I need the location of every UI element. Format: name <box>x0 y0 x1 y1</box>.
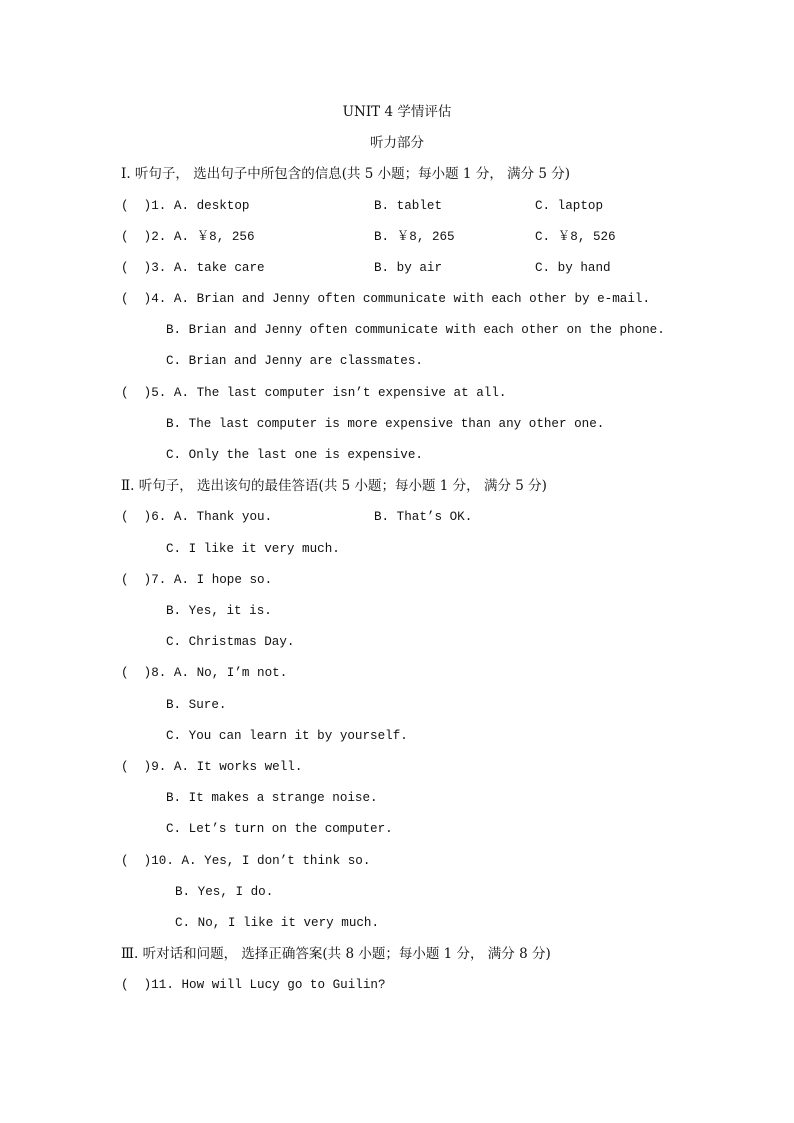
q2-option-c: C. ￥8, 526 <box>535 230 616 244</box>
page-subtitle: 听力部分 <box>370 135 424 151</box>
q6-option-b: B. That’s OK. <box>374 510 473 524</box>
q4-option-a: ( )4. A. Brian and Jenny often communicate with each other by e-mail. <box>121 292 651 306</box>
q3-option-c: C. by hand <box>535 261 611 275</box>
q9-option-a: ( )9. A. It works well. <box>121 760 303 774</box>
q10-option-a: ( )10. A. Yes, I don’t think so. <box>121 854 371 868</box>
q5-option-c: C. Only the last one is expensive. <box>166 448 423 462</box>
q4-option-c: C. Brian and Jenny are classmates. <box>166 354 423 368</box>
q1-option-a: ( )1. A. desktop <box>121 199 250 213</box>
section-2-heading: Ⅱ. 听句子， 选出该句的最佳答语(共 5 小题；每小题 1 分， 满分 5 分) <box>121 478 547 494</box>
q7-option-a: ( )7. A. I hope so. <box>121 573 273 587</box>
q8-option-c: C. You can learn it by yourself. <box>166 729 408 743</box>
q1-option-b: B. tablet <box>374 199 443 213</box>
q6-option-a: ( )6. A. Thank you. <box>121 510 273 524</box>
q6-option-c: C. I like it very much. <box>166 542 340 556</box>
q10-option-b: B. Yes, I do. <box>175 885 274 899</box>
q9-option-c: C. Let’s turn on the computer. <box>166 822 393 836</box>
q5-option-a: ( )5. A. The last computer isn’t expensive at all. <box>121 386 507 400</box>
q1-option-c: C. laptop <box>535 199 604 213</box>
section-1-heading: Ⅰ. 听句子， 选出句子中所包含的信息(共 5 小题；每小题 1 分， 满分 5 分) <box>121 166 571 182</box>
q3-option-b: B. by air <box>374 261 443 275</box>
q2-option-b: B. ￥8, 265 <box>374 230 455 244</box>
q7-option-b: B. Yes, it is. <box>166 604 272 618</box>
q11-question: ( )11. How will Lucy go to Guilin? <box>121 978 386 992</box>
q2-option-a: ( )2. A. ￥8, 256 <box>121 230 255 244</box>
q10-option-c: C. No, I like it very much. <box>175 916 380 930</box>
q9-option-b: B. It makes a strange noise. <box>166 791 378 805</box>
page-title: UNIT 4 学情评估 <box>342 104 452 120</box>
q8-option-a: ( )8. A. No, I’m not. <box>121 666 288 680</box>
q4-option-b: B. Brian and Jenny often communicate with each other on the phone. <box>166 323 665 337</box>
q5-option-b: B. The last computer is more expensive than any other one. <box>166 417 605 431</box>
q3-option-a: ( )3. A. take care <box>121 261 265 275</box>
section-3-heading: Ⅲ. 听对话和问题， 选择正确答案(共 8 小题；每小题 1 分， 满分 8 分) <box>121 946 551 962</box>
q8-option-b: B. Sure. <box>166 698 227 712</box>
q7-option-c: C. Christmas Day. <box>166 635 295 649</box>
